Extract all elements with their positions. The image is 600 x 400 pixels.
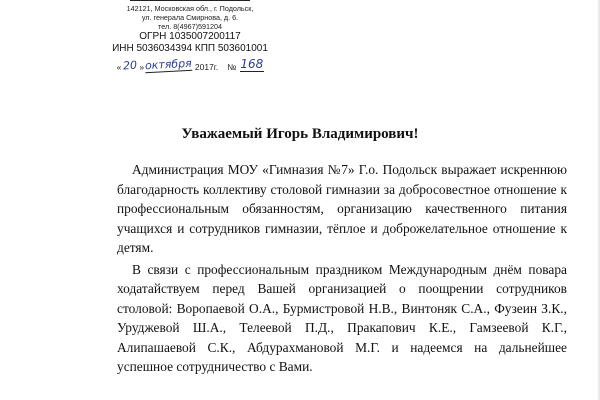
- letter-number-handwritten: 168: [240, 57, 264, 71]
- letter-date-line: [90, 57, 290, 72]
- number-sign: №: [227, 62, 237, 72]
- body-paragraph-1: Администрация МОУ «Гимназия №7» Г.о. Подольск выражает искреннюю благодарность коллективу столовой гимназии за добросовестное отношение к профессиональным обязанностям, организацию качественного питания учащихся и сотрудников гимназии, тёплое и доброжелательное отношение к детям.: [117, 162, 567, 255]
- address-line-1: 142121, Московская обл., г. Подольск,: [126, 4, 254, 13]
- date-day-handwritten: 20: [122, 58, 138, 73]
- inn-kpp-number: ИНН 5036034394 КПП 503601001: [112, 43, 268, 54]
- date-open-quote: «: [116, 62, 122, 72]
- phone-number: тел. 8(4967)591204: [158, 22, 222, 31]
- date-month-handwritten: октября: [144, 56, 193, 73]
- letterhead: [90, 0, 290, 72]
- letter-greeting: Уважаемый Игорь Владимирович!: [181, 126, 419, 142]
- date-year: 2017г.: [194, 62, 219, 72]
- letter-body: [117, 160, 567, 377]
- ogrn-number: ОГРН 1035007200117: [139, 31, 241, 42]
- body-paragraph-2: В связи с профессиональным праздником Международным днём повара ходатайствуем перед Вашей организацией о поощрении сотрудников столовой: Воропаевой О.А., Бурмистровой Н.В., Винтоняк С.А., Фузеин З.К., Уруджевой Ш.А., Телеевой П.Д., Пракапович К.Е., Гамзеевой К.Г., Алипашаевой С.К., Абдурахмановой М.Г. и надеемся на дальнейшее успешное сотрудничество с Вами.: [117, 261, 567, 374]
- date-close-quote: »: [139, 62, 145, 72]
- address-line-2: ул. генерала Смирнова, д. 6.: [141, 13, 239, 22]
